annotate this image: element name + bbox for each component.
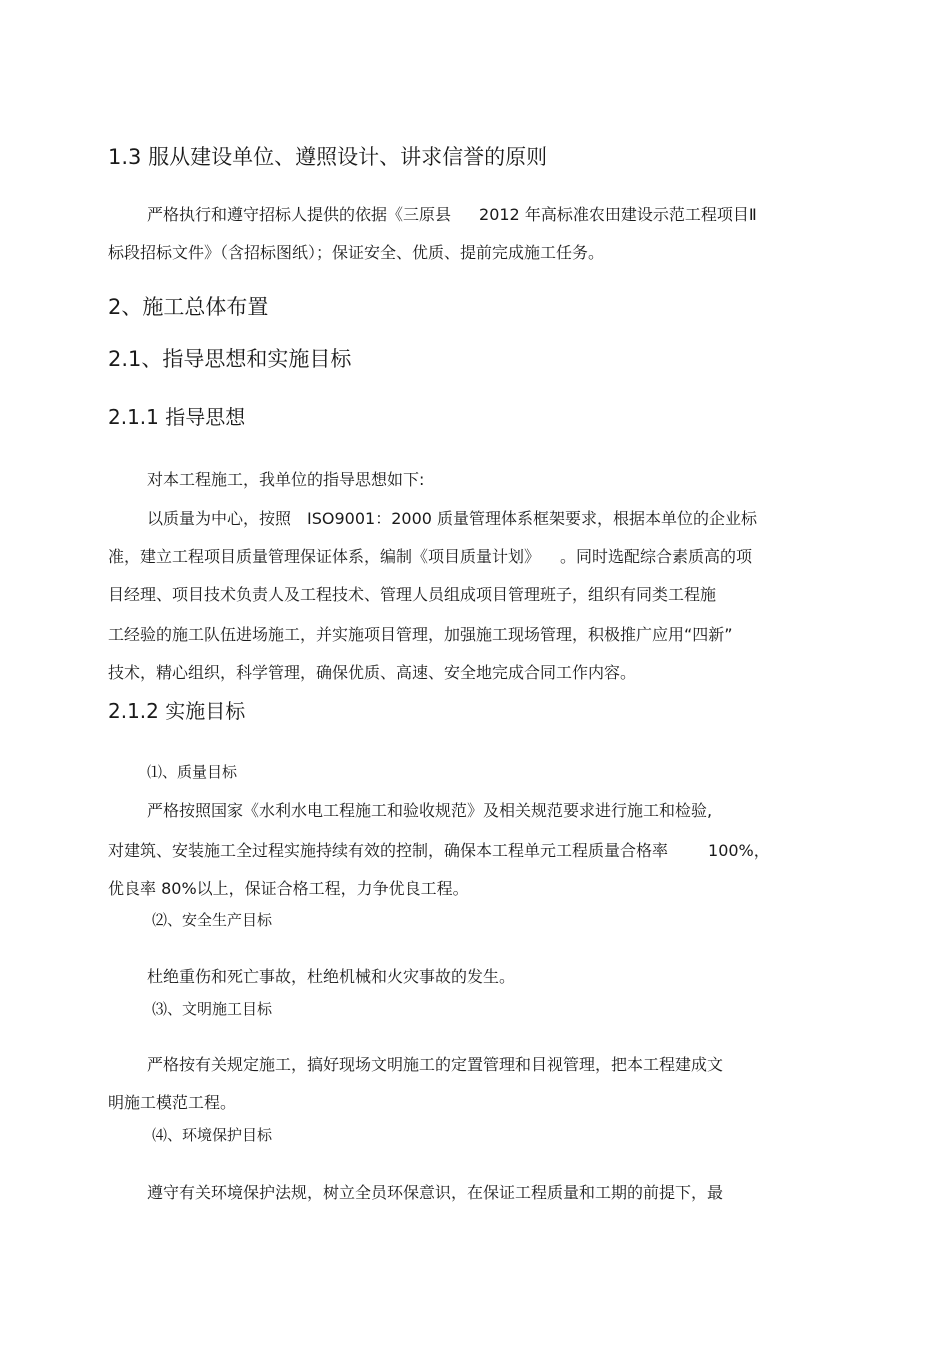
paragraph-line bbox=[147, 511, 757, 527]
text-segment: 。同时选配综合素质高的项 bbox=[560, 547, 753, 566]
subsection-title-env: ⑷、环境保护目标 bbox=[152, 1126, 273, 1144]
paragraph-line: 技术，精心组织，科学管理，确保优质、高速、安全地完成合同工作内容。 bbox=[108, 663, 637, 682]
text-segment: 2012 年高标准农田建设示范工程项目Ⅱ bbox=[479, 205, 757, 224]
paragraph-line bbox=[108, 549, 752, 565]
paragraph-line: 杜绝重伤和死亡事故，杜绝机械和火灾事故的发生。 bbox=[147, 967, 516, 986]
text-segment: 对建筑、安装施工全过程实施持续有效的控制，确保本工程单元工程质量合格率 bbox=[108, 841, 669, 860]
text-segment: 100%， bbox=[708, 841, 770, 860]
paragraph-line bbox=[108, 843, 770, 859]
text-segment: 以质量为中心，按照 bbox=[147, 509, 292, 528]
text-segment: ISO9001：2000 质量管理体系框架要求，根据本单位的企业标 bbox=[307, 509, 758, 528]
paragraph-line: 严格按照国家《水利水电工程施工和验收规范》及相关规范要求进行施工和检验, bbox=[147, 801, 713, 820]
paragraph-line: 目经理、项目技术负责人及工程技术、管理人员组成项目管理班子，组织有同类工程施 bbox=[108, 585, 717, 604]
section-heading-2-1: 2.1、指导思想和实施目标 bbox=[108, 347, 352, 371]
subsection-title-quality: ⑴、质量目标 bbox=[147, 763, 238, 781]
subsection-title-civil: ⑶、文明施工目标 bbox=[152, 1000, 273, 1018]
paragraph-line: 标段招标文件》（含招标图纸）；保证安全、优质、提前完成施工任务。 bbox=[108, 243, 605, 262]
text-segment: 准，建立工程项目质量管理保证体系，编制《项目质量计划》 bbox=[108, 547, 541, 566]
subsection-title-safety: ⑵、安全生产目标 bbox=[152, 911, 273, 929]
section-heading-2-1-2: 2.1.2 实施目标 bbox=[108, 699, 246, 723]
paragraph-line: 工经验的施工队伍进场施工，并实施项目管理，加强施工现场管理，积极推广应用“四新” bbox=[108, 625, 733, 644]
paragraph-line bbox=[147, 207, 757, 223]
text-segment: 严格执行和遵守招标人提供的依据《三原县 bbox=[147, 205, 452, 224]
paragraph-line: 对本工程施工，我单位的指导思想如下: bbox=[147, 470, 425, 489]
paragraph-line: 优良率 80%以上，保证合格工程，力争优良工程。 bbox=[108, 879, 469, 898]
paragraph-line: 严格按有关规定施工，搞好现场文明施工的定置管理和目视管理，把本工程建成文 bbox=[147, 1055, 724, 1074]
paragraph-line: 遵守有关环境保护法规，树立全员环保意识，在保证工程质量和工期的前提下，最 bbox=[147, 1183, 724, 1202]
section-heading-2: 2、施工总体布置 bbox=[108, 295, 269, 319]
section-heading-1-3: 1.3 服从建设单位、遵照设计、讲求信誉的原则 bbox=[108, 145, 548, 169]
section-heading-2-1-1: 2.1.1 指导思想 bbox=[108, 405, 246, 429]
paragraph-line: 明施工模范工程。 bbox=[108, 1093, 237, 1112]
